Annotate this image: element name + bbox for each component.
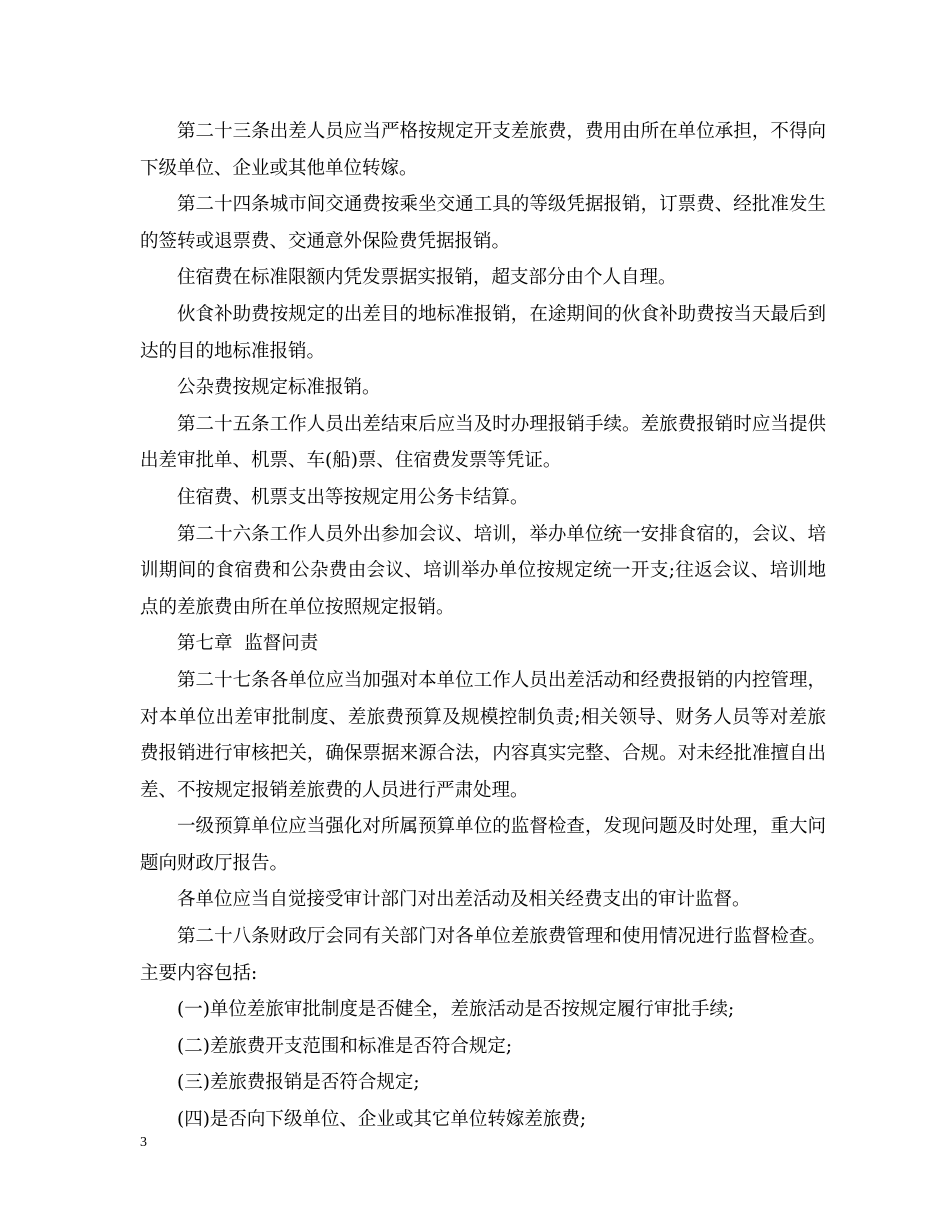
paragraph-article-26: 第二十六条工作人员外出参加会议、培训，举办单位统一安排食宿的，会议、培训期间的食宿费和公杂费由会议、培训举办单位按规定统一开支;往返会议、培训地点的差旅费由所在单位按照规定报销。 [140, 523, 826, 618]
paragraph-audit: 各单位应当自觉接受审计部门对出差活动及相关经费支出的审计监督。 [177, 889, 751, 911]
page-number: 3 [140, 1135, 147, 1150]
paragraph-budget-unit: 一级预算单位应当强化对所属预算单位的监督检查，发现问题及时处理，重大问题向财政厅报告。 [140, 816, 826, 874]
paragraph-official-card: 住宿费、机票支出等按规定用公务卡结算。 [177, 486, 529, 508]
paragraph-meal-allowance: 伙食补助费按规定的出差目的地标准报销，在途期间的伙食补助费按当天最后到达的目的地标准报销。 [140, 303, 826, 362]
document-body [140, 114, 826, 1139]
paragraph-article-23: 第二十三条出差人员应当严格按规定开支差旅费，费用由所在单位承担，不得向下级单位、企业或其他单位转嫁。 [140, 121, 826, 179]
list-item-4: (四)是否向下级单位、企业或其它单位转嫁差旅费; [177, 1109, 587, 1131]
paragraph-miscellaneous: 公杂费按规定标准报销。 [177, 377, 381, 399]
paragraph-article-27: 第二十七条各单位应当加强对本单位工作人员出差活动和经费报销的内控管理，对本单位出差审批制度、差旅费预算及规模控制负责;相关领导、财务人员等对差旅费报销进行审核把关，确保票据来源合法，内容真实完整、合规。对未经批准擅自出差、不按规定报销差旅费的人员进行严肃处理。 [140, 669, 826, 801]
paragraph-accommodation: 住宿费在标准限额内凭发票据实报销，超支部分由个人自理。 [177, 267, 677, 289]
paragraph-article-24: 第二十四条城市间交通费按乘坐交通工具的等级凭据报销，订票费、经批准发生的签转或退票费、交通意外保险费凭据报销。 [140, 194, 826, 252]
chapter-heading: 第七章 监督问责 [177, 633, 319, 655]
list-item-1: (一)单位差旅审批制度是否健全，差旅活动是否按规定履行审批手续; [177, 999, 735, 1021]
list-item-3: (三)差旅费报销是否符合规定; [177, 1072, 420, 1094]
paragraph-article-25: 第二十五条工作人员出差结束后应当及时办理报销手续。差旅费报销时应当提供出差审批单、机票、车(船)票、住宿费发票等凭证。 [140, 413, 826, 472]
list-item-2: (二)差旅费开支范围和标准是否符合规定; [177, 1035, 513, 1057]
paragraph-article-28: 第二十八条财政厅会同有关部门对各单位差旅费管理和使用情况进行监督检查。主要内容包括: [140, 926, 826, 984]
